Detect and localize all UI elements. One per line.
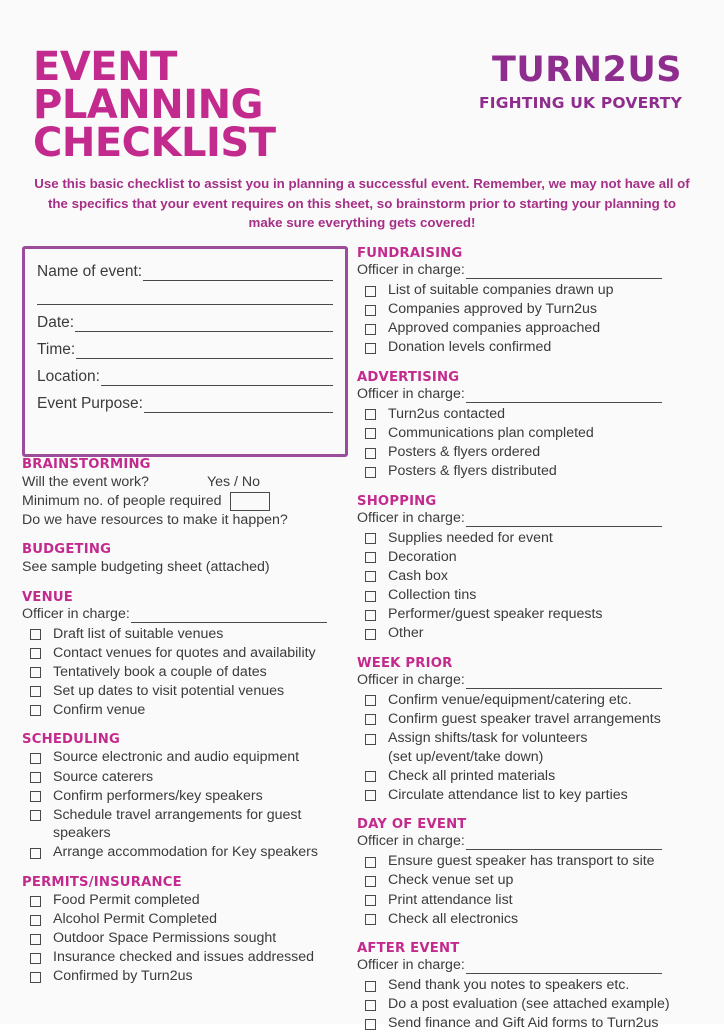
checkbox-icon[interactable] [365, 857, 376, 868]
section-line [22, 473, 348, 492]
checkbox-icon[interactable] [30, 848, 41, 859]
checklist-item-label: Insurance checked and issues addressed [53, 949, 315, 966]
checkbox-icon[interactable] [365, 1019, 376, 1030]
checklist-item[interactable] [357, 338, 708, 357]
checklist-item-label: Tentatively book a couple of dates [53, 663, 267, 680]
checklist-item[interactable] [22, 625, 348, 644]
checklist-item[interactable] [22, 967, 348, 986]
checklist-item[interactable] [357, 786, 708, 805]
checkbox-icon[interactable] [365, 981, 376, 992]
checklist-item-label: Confirm performers/key speakers [53, 787, 263, 804]
detail-field-write-line[interactable] [143, 265, 333, 281]
checkbox-icon[interactable] [30, 896, 41, 907]
checklist-item-label: Arrange accommodation for Key speakers [53, 844, 318, 861]
detail-field-write-line-continued[interactable] [37, 290, 333, 305]
event-details-box [22, 246, 348, 457]
checklist-item-label: Confirm venue/equipment/catering etc. [388, 691, 632, 708]
officer-in-charge-write-line[interactable] [466, 675, 662, 689]
checkbox-icon[interactable] [365, 343, 376, 354]
checklist-item-label: Supplies needed for event [388, 529, 553, 546]
checkbox-icon[interactable] [30, 686, 41, 697]
checklist-item-label: Send finance and Gift Aid forms to Turn2us [388, 1015, 659, 1032]
detail-field-write-line[interactable] [101, 370, 333, 386]
detail-field-label: Location: [37, 368, 100, 385]
section-title: BRAINSTORMING [22, 457, 151, 472]
checklist-item[interactable] [22, 948, 348, 967]
checklist-item[interactable] [357, 319, 708, 338]
section-line [22, 558, 348, 577]
checklist-item[interactable] [357, 548, 708, 567]
minimum-people-input[interactable] [230, 492, 270, 511]
checklist-item-label: Other [388, 625, 424, 642]
officer-in-charge-label: Officer in charge: [357, 957, 465, 974]
checklist-item[interactable] [22, 682, 348, 701]
checklist-item[interactable] [357, 767, 708, 786]
checkbox-icon[interactable] [365, 552, 376, 563]
section-permits-insurance [22, 875, 348, 986]
checklist-item-label: Turn2us contacted [388, 405, 505, 422]
detail-field-2[interactable] [37, 314, 333, 332]
section-after-event [357, 941, 708, 1033]
officer-in-charge-write-line[interactable] [131, 609, 327, 623]
checklist-item[interactable] [357, 529, 708, 548]
checklist-item-label: Draft list of suitable venues [53, 625, 224, 642]
checklist-item[interactable] [357, 424, 708, 443]
right-sections [357, 246, 708, 1033]
checklist-item[interactable] [22, 644, 348, 663]
checklist-item-label: Approved companies approached [388, 320, 601, 337]
checklist-item-label: Set up dates to visit potential venues [53, 682, 285, 699]
checklist-item-label: Confirmed by Turn2us [53, 968, 193, 985]
checkbox-icon[interactable] [365, 409, 376, 420]
section-line [22, 511, 348, 530]
section-venue [22, 590, 348, 720]
checkbox-icon[interactable] [30, 753, 41, 764]
section-title: SCHEDULING [22, 732, 121, 748]
section-title: FUNDRAISING [357, 246, 463, 261]
checkbox-icon[interactable] [30, 810, 41, 821]
checkbox-icon[interactable] [30, 934, 41, 945]
detail-field-label: Event Purpose: [37, 395, 143, 412]
checklist-item-label: Source electronic and audio equipment [53, 749, 300, 766]
checkbox-icon[interactable] [365, 695, 376, 706]
checklist-item[interactable] [22, 891, 348, 910]
yes-no-option[interactable]: Yes / No [206, 474, 261, 490]
checklist-item[interactable] [357, 976, 708, 995]
section-line-text: Do we have resources to make it happen? [22, 511, 288, 528]
section-title: DAY OF EVENT [357, 817, 467, 833]
checklist-item[interactable] [357, 405, 708, 424]
checklist-item-label: Do a post evaluation (see attached example) [388, 996, 670, 1013]
checklist-item[interactable] [357, 443, 708, 462]
checkbox-icon[interactable] [365, 448, 376, 459]
officer-in-charge-label: Officer in charge: [22, 605, 130, 622]
officer-in-charge-field[interactable] [357, 510, 708, 527]
officer-in-charge-field[interactable] [357, 833, 708, 850]
checkbox-icon[interactable] [365, 629, 376, 640]
checklist-item-label: Cash box [388, 567, 448, 584]
section-line-text: Will the event work? [22, 474, 149, 490]
checkbox-icon[interactable] [365, 610, 376, 621]
checklist-item-label: Collection tins [388, 587, 477, 604]
section-fundraising [357, 246, 708, 357]
officer-in-charge-field[interactable] [357, 262, 708, 279]
checklist-item[interactable] [22, 787, 348, 806]
checklist-item-label: Check venue set up [388, 872, 514, 889]
checkbox-icon[interactable] [365, 286, 376, 297]
section-title: ADVERTISING [357, 369, 460, 385]
intro-paragraph: Use this basic checklist to assist you in planning a successful event. Remember, we may not have all of the specifics that your event requires on this sheet, so brainstorm prior to starting your planning to make sure everything gets covered! [34, 176, 690, 230]
checklist-item[interactable] [357, 995, 708, 1014]
checkbox-icon[interactable] [365, 771, 376, 782]
checkbox-icon[interactable] [30, 953, 41, 964]
section-title: PERMITS/INSURANCE [22, 875, 182, 891]
detail-field-label: Date: [37, 314, 75, 331]
detail-field-5[interactable] [37, 395, 333, 413]
officer-in-charge-write-line[interactable] [466, 836, 662, 850]
section-line[interactable] [22, 492, 348, 511]
checkbox-icon[interactable] [365, 895, 376, 906]
checkbox-icon[interactable] [365, 533, 376, 544]
section-scheduling [22, 732, 348, 862]
section-brainstorming [22, 457, 348, 529]
checkbox-icon[interactable] [365, 324, 376, 335]
logo-wordmark: TURN2US [491, 50, 682, 90]
checklist-item[interactable] [22, 748, 348, 767]
checklist-item[interactable] [357, 462, 708, 481]
checkbox-icon[interactable] [30, 772, 41, 783]
officer-in-charge-write-line[interactable] [466, 265, 662, 279]
officer-in-charge-field[interactable] [357, 957, 708, 974]
checkbox-icon[interactable] [30, 705, 41, 716]
checkbox-icon[interactable] [365, 467, 376, 478]
checklist-item[interactable] [357, 852, 708, 871]
checklist-item-label: Alcohol Permit Completed [53, 911, 218, 928]
checklist-item-label: Confirm guest speaker travel arrangements [388, 710, 661, 727]
page-title [33, 44, 276, 166]
left-sections [22, 457, 348, 986]
detail-field-4[interactable] [37, 368, 333, 386]
checklist-item[interactable] [22, 843, 348, 862]
section-day-of-event [357, 817, 708, 928]
checklist-item-label: Source caterers [53, 768, 154, 785]
checklist-item-label: Schedule travel arrangements for guest speakers [53, 806, 302, 842]
checkbox-icon[interactable] [365, 734, 376, 745]
detail-field-label: Name of event: [37, 263, 143, 280]
checklist-item-label: Performer/guest speaker requests [388, 606, 603, 623]
left-column [0, 246, 348, 986]
checkbox-icon[interactable] [365, 571, 376, 582]
checkbox-icon[interactable] [30, 915, 41, 926]
checkbox-icon[interactable] [365, 428, 376, 439]
checklist-item-label: Ensure guest speaker has transport to site [388, 853, 655, 870]
checklist-item[interactable] [357, 300, 708, 319]
officer-in-charge-field[interactable] [357, 386, 708, 403]
checklist-item-label: Print attendance list [388, 891, 513, 908]
checklist-item-label: Confirm venue [53, 701, 146, 718]
checklist-item[interactable] [357, 891, 708, 910]
checklist-item[interactable] [22, 768, 348, 787]
checklist-item-label: Outdoor Space Permissions sought [53, 930, 277, 947]
checkbox-icon[interactable] [365, 305, 376, 316]
section-title: WEEK PRIOR [357, 655, 453, 671]
checklist-item[interactable] [357, 691, 708, 710]
section-title: VENUE [22, 589, 73, 605]
checklist-item[interactable] [357, 871, 708, 890]
checkbox-icon[interactable] [30, 667, 41, 678]
turn2us-logo [479, 52, 682, 112]
logo-tagline: FIGHTING UK POVERTY [478, 94, 682, 112]
officer-in-charge-write-line[interactable] [466, 513, 662, 527]
officer-in-charge-write-line[interactable] [466, 389, 662, 403]
officer-in-charge-label: Officer in charge: [357, 385, 465, 402]
section-advertising [357, 370, 708, 481]
detail-field-write-line[interactable] [144, 397, 333, 413]
detail-field-write-line[interactable] [75, 316, 333, 332]
checkbox-icon[interactable] [365, 1000, 376, 1011]
title-line-2: PLANNING [33, 82, 263, 128]
checklist-item-label: Decoration [388, 548, 457, 565]
officer-in-charge-label: Officer in charge: [357, 833, 465, 850]
title-line-3: CHECKLIST [33, 120, 276, 166]
checklist-item-label: Donation levels confirmed [388, 339, 552, 356]
checklist-item-label: Send thank you notes to speakers etc. [388, 977, 630, 994]
section-line-text: See sample budgeting sheet (attached) [22, 559, 270, 575]
checklist-item[interactable] [357, 910, 708, 929]
checklist-item-label: Check all printed materials [388, 767, 556, 784]
checklist-item-label: Communications plan completed [388, 424, 594, 441]
checkbox-icon[interactable] [30, 791, 41, 802]
officer-in-charge-field[interactable] [22, 606, 348, 623]
section-week-prior [357, 656, 708, 805]
checklist-item-label: Circulate attendance list to key parties [388, 786, 628, 803]
checklist-item[interactable] [22, 701, 348, 720]
officer-in-charge-label: Officer in charge: [357, 509, 465, 526]
checkbox-icon[interactable] [30, 648, 41, 659]
checklist-item[interactable] [22, 929, 348, 948]
right-column [348, 246, 708, 1033]
officer-in-charge-field[interactable] [357, 672, 708, 689]
document-header [0, 0, 724, 166]
checklist-item-label: Posters & flyers ordered [388, 444, 541, 461]
detail-field-1[interactable] [37, 263, 333, 281]
checklist-item-label: Companies approved by Turn2us [388, 301, 597, 318]
section-budgeting [22, 542, 348, 577]
checklist-item[interactable] [22, 806, 348, 843]
detail-field-3[interactable] [37, 341, 333, 359]
checkbox-icon[interactable] [30, 629, 41, 640]
section-title: AFTER EVENT [357, 941, 460, 957]
detail-field-write-line[interactable] [76, 343, 333, 359]
section-line-text: Minimum no. of people required [22, 492, 222, 509]
checklist-item-label: Check all electronics [388, 910, 519, 927]
checklist-item[interactable] [357, 605, 708, 624]
checkbox-icon[interactable] [365, 876, 376, 887]
checklist-item-label: Posters & flyers distributed [388, 463, 557, 480]
checklist-item[interactable] [357, 624, 708, 643]
checklist-item[interactable] [357, 729, 708, 748]
section-title: BUDGETING [22, 542, 112, 557]
section-title: SHOPPING [357, 493, 437, 509]
detail-field-label: Time: [37, 341, 76, 358]
checklist-item-label: List of suitable companies drawn up [388, 282, 614, 298]
checklist-item[interactable] [357, 710, 708, 729]
officer-in-charge-label: Officer in charge: [357, 671, 465, 688]
checklist-item-label: Assign shifts/task for volunteers [388, 730, 588, 746]
checklist-item[interactable] [357, 586, 708, 605]
checkbox-icon[interactable] [30, 972, 41, 983]
checklist-item[interactable] [357, 281, 708, 300]
officer-in-charge-write-line[interactable] [466, 960, 662, 974]
title-line-1: EVENT [33, 44, 177, 90]
checklist-item-label: Food Permit completed [53, 892, 200, 909]
checkbox-icon[interactable] [365, 591, 376, 602]
checklist-item[interactable] [357, 567, 708, 586]
checklist-item[interactable] [22, 663, 348, 682]
checkbox-icon[interactable] [365, 790, 376, 801]
officer-in-charge-label: Officer in charge: [357, 262, 465, 278]
checklist-columns [0, 246, 724, 1033]
checkbox-icon[interactable] [365, 914, 376, 925]
section-shopping [357, 494, 708, 643]
checklist-item[interactable] [22, 910, 348, 929]
checkbox-icon[interactable] [365, 714, 376, 725]
checklist-item-label: Contact venues for quotes and availability [53, 644, 316, 661]
checklist-item-continuation: (set up/event/take down) [388, 748, 544, 765]
